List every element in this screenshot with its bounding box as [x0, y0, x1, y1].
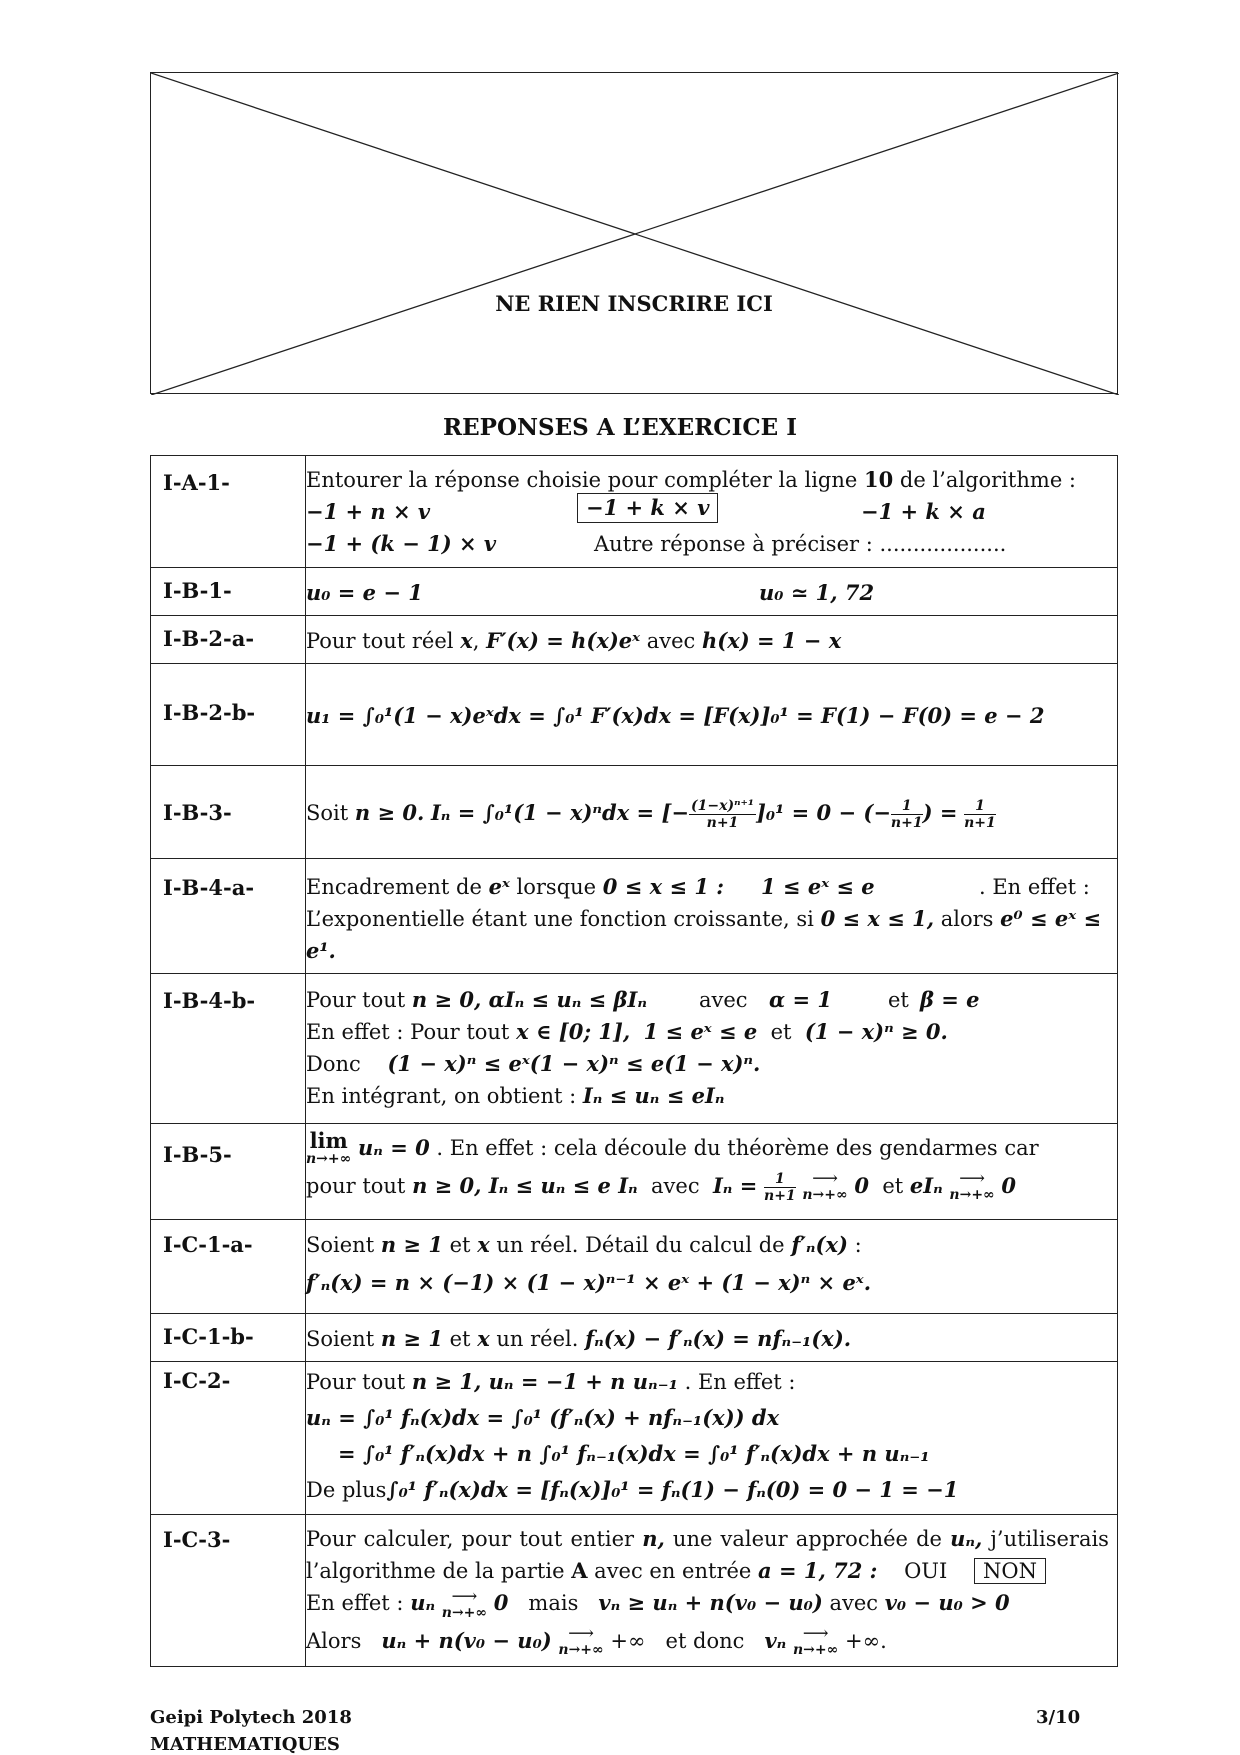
row-content: Encadrement de eˣ lorsque 0 ≤ x ≤ 1 : 1 ≤ eˣ ≤ e . En effet : L’exponentielle étant une fonction croissante, si 0 ≤ x ≤ 1, alors e⁰ ≤ eˣ ≤ e¹. [306, 859, 1118, 974]
row-i-b-4-b [151, 974, 1118, 1124]
row-label: I-C-3- [151, 1515, 306, 1667]
row-label: I-B-4-b- [151, 974, 306, 1124]
row-label: I-B-2-a- [151, 616, 306, 664]
exact-value: u₀ = e − 1 [306, 580, 423, 605]
approx-value: u₀ ≃ 1, 72 [759, 580, 875, 605]
option-2-selected[interactable]: −1 + k × v [577, 493, 718, 523]
row-i-c-3 [151, 1515, 1118, 1667]
no-write-box [150, 72, 1118, 394]
row-label: I-C-1-b- [151, 1314, 306, 1362]
row-label: I-C-2- [151, 1362, 306, 1515]
row-label: I-B-2-b- [151, 664, 306, 766]
arrow-limit: ⟶ n→+∞ [558, 1623, 604, 1658]
cross-lines [151, 73, 1119, 395]
row-i-a-1 [151, 456, 1118, 568]
row-i-b-2-b [151, 664, 1118, 766]
instruction: Entourer la réponse choisie pour compléter la ligne 10 de l’algorithme : [306, 467, 1076, 492]
answer-oui[interactable]: OUI [904, 1559, 948, 1583]
integral-formula: u₁ = ∫₀¹(1 − x)eˣdx = ∫₀¹ F′(x)dx = [F(x)]₀¹ = F(1) − F(0) = e − 2 [306, 703, 1045, 728]
row-content [306, 664, 1118, 766]
footer-exam: Geipi Polytech 2018 [150, 1707, 352, 1728]
row-label: I-B-4-a- [151, 859, 306, 974]
no-write-label: NE RIEN INSCRIRE ICI [495, 291, 773, 316]
row-content [306, 568, 1118, 616]
row-i-b-5 [151, 1124, 1118, 1220]
row-i-b-1 [151, 568, 1118, 616]
footer-subject: MATHEMATIQUES [150, 1734, 340, 1755]
answer-non-selected[interactable]: NON [974, 1558, 1046, 1584]
row-i-c-2 [151, 1362, 1118, 1515]
beta-value: β = e [920, 987, 980, 1012]
row-content: Soit n ≥ 0. Iₙ = ∫₀¹(1 − x)ⁿdx = [− $\frac{\text{(1−x)ⁿ⁺¹}}{n+1}$ ]₀¹ = 0 − (− $\frac{1}{n+1}$ ) = $\frac{1}{n+1}$ [306, 766, 1118, 859]
option-3[interactable]: −1 + k × a [861, 499, 986, 524]
arrow-limit: ⟶ n→+∞ [949, 1168, 995, 1203]
answer-bound: 1 ≤ eˣ ≤ e [761, 874, 875, 899]
row-label: I-B-1- [151, 568, 306, 616]
page-number: 3/10 [1036, 1707, 1081, 1728]
limit: lim n→+∞ [306, 1127, 352, 1167]
arrow-limit: ⟶ n→+∞ [792, 1623, 839, 1658]
answers-table [150, 455, 1118, 1667]
row-label: I-B-5- [151, 1124, 306, 1220]
row-content: Pour calculer, pour tout entier n, une valeur approchée de uₙ, j’utiliserais l’algorithme de la partie A avec en entrée a = 1, 72 : OUI NON En effet : uₙ ⟶ n→+∞ 0 mais vₙ ≥ uₙ + n(v₀ − u₀) avec v₀ − u₀ > 0 Alors uₙ + n(v₀ − u₀) ⟶ n→+∞ +∞ et donc vₙ ⟶ n→+∞ +∞. [306, 1515, 1118, 1667]
page-title: REPONSES A L’EXERCICE I [443, 414, 797, 441]
row-i-c-1-b [151, 1314, 1118, 1362]
row-label: I-C-1-a- [151, 1220, 306, 1314]
row-content: Soient n ≥ 1 et x un réel. Détail du calcul de f′ₙ(x) : f′ₙ(x) = n × (−1) × (1 − x)ⁿ⁻¹ × eˣ + (1 − x)ⁿ × eˣ. [306, 1220, 1118, 1314]
arrow-limit: ⟶ n→+∞ [802, 1168, 848, 1203]
derivative-formula: f′ₙ(x) = n × (−1) × (1 − x)ⁿ⁻¹ × eˣ + (1 − x)ⁿ × eˣ. [306, 1270, 872, 1295]
row-content: Soient n ≥ 1 et x un réel. fₙ(x) − f′ₙ(x) = nfₙ₋₁(x). [306, 1314, 1118, 1362]
row-content: Pour tout n ≥ 1, uₙ = −1 + n uₙ₋₁ . En effet : uₙ = ∫₀¹ fₙ(x)dx = ∫₀¹ (f′ₙ(x) + nfₙ₋₁(x)) dx = ∫₀¹ f′ₙ(x)dx + n ∫₀¹ fₙ₋₁(x)dx = ∫₀¹ f′ₙ(x)dx + n uₙ₋₁ De plus∫₀¹ f′ₙ(x)dx = [fₙ(x)]₀¹ = fₙ(1) − fₙ(0) = 0 − 1 = −1 [306, 1362, 1118, 1515]
option-other[interactable]: Autre réponse à préciser : ................... [594, 532, 1007, 556]
row-content: Pour tout réel x, F′(x) = h(x)eˣ avec h(x) = 1 − x [306, 616, 1118, 664]
row-i-b-2-a [151, 616, 1118, 664]
row-label: I-B-3- [151, 766, 306, 859]
row-content: lim n→+∞ uₙ = 0 . En effet : cela découle du théorème des gendarmes car pour tout n ≥ 0, Iₙ ≤ uₙ ≤ e Iₙ avec Iₙ = $\frac{1}{n+1}$ ⟶ n→+∞ 0 et eIₙ ⟶ n→+∞ 0 [306, 1124, 1118, 1220]
row-content: Pour tout n ≥ 0, αIₙ ≤ uₙ ≤ βIₙ avec α = 1 et β = e En effet : Pour tout x ∈ [0; 1], 1 ≤ eˣ ≤ e et (1 − x)ⁿ ≥ 0. Donc (1 − x)ⁿ ≤ eˣ(1 − x)ⁿ ≤ e(1 − x)ⁿ. En intégrant, on obtient : Iₙ ≤ uₙ ≤ eIₙ [306, 974, 1118, 1124]
alpha-value: α = 1 [769, 987, 832, 1012]
arrow-limit: ⟶ n→+∞ [441, 1585, 488, 1621]
row-i-b-3 [151, 766, 1118, 859]
row-i-c-1-a [151, 1220, 1118, 1314]
option-1[interactable]: −1 + n × v [306, 499, 431, 524]
row-content [306, 456, 1118, 568]
row-label: I-A-1- [151, 456, 306, 568]
row-i-b-4-a [151, 859, 1118, 974]
option-4[interactable]: −1 + (k − 1) × v [306, 531, 497, 556]
